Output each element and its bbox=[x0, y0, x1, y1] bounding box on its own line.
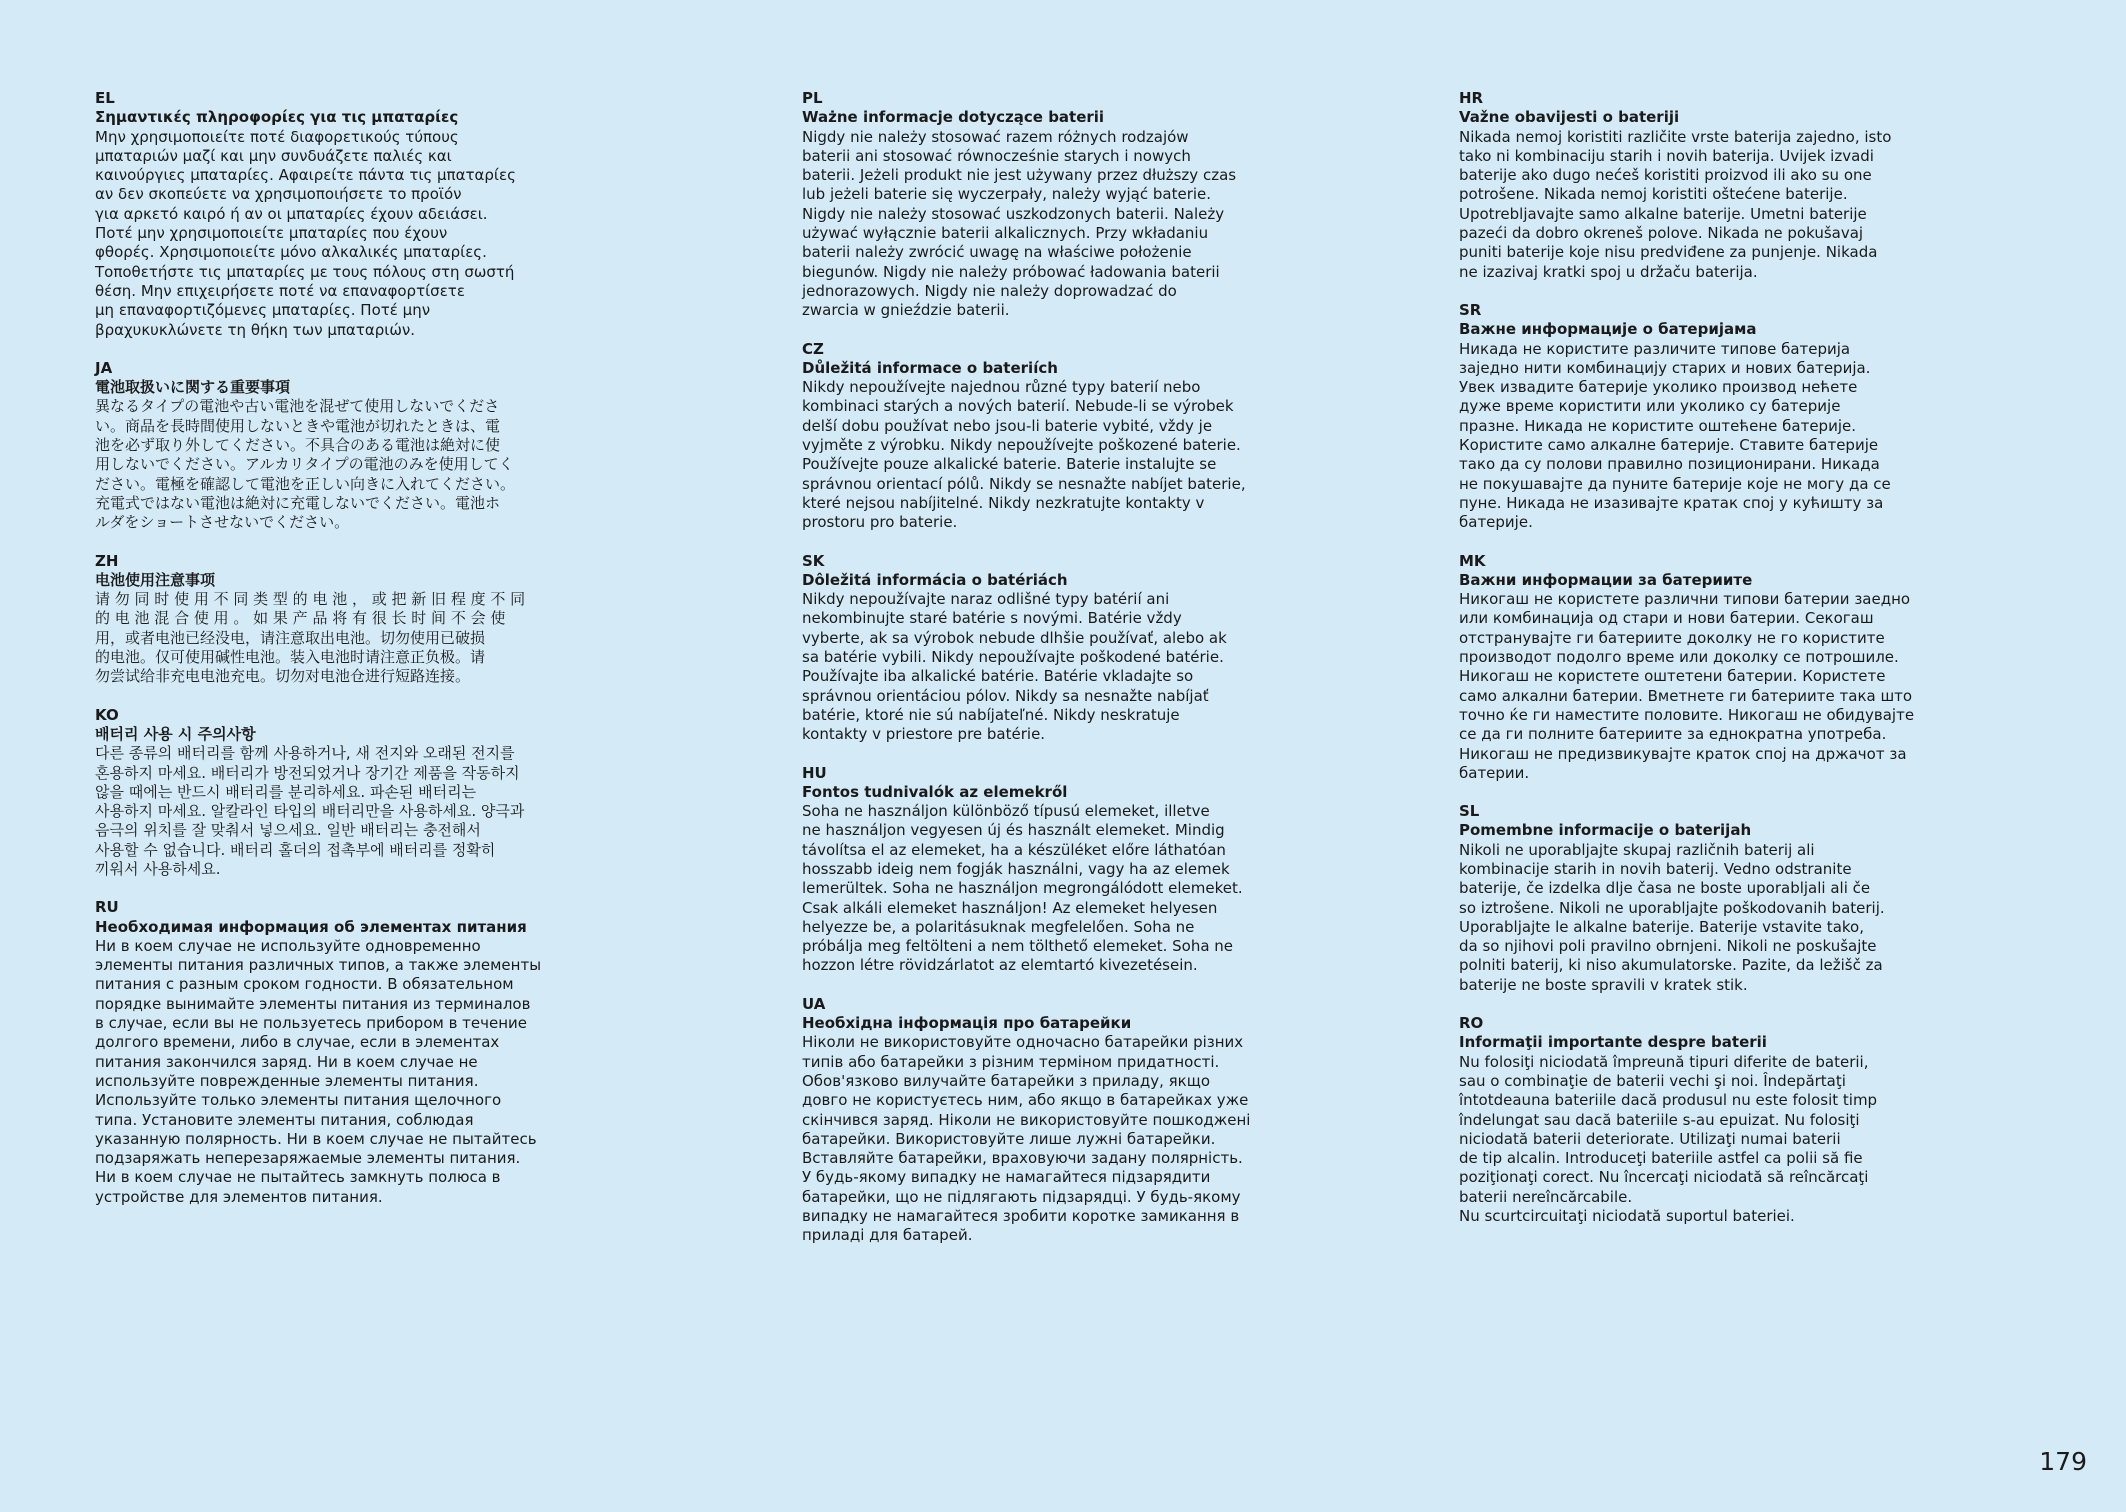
body-line: καινούργιες μπαταρίες. Αφαιρείτε πάντα τις μπαταρίες bbox=[95, 166, 516, 185]
body-line: долгого времени, либо в случае, если в элементах bbox=[95, 1033, 500, 1052]
section-heading: Važne obavijesti o bateriji bbox=[1459, 108, 1680, 127]
body-line: prostoru pro baterie. bbox=[802, 513, 958, 532]
body-line: tako ni kombinaciju starih i novih baterija. Uvijek izvadi bbox=[1459, 146, 1874, 165]
section-body bbox=[1459, 1053, 1939, 1227]
language-code: HU bbox=[802, 763, 827, 782]
body-line: da so njihovi poli pravilno obrnjeni. Nikoli ne poskušajte bbox=[1459, 937, 1877, 956]
body-line: βραχυκυκλώνετε τη θήκη των μπαταριών. bbox=[95, 320, 416, 339]
section-heading: 배터리 사용 시 주의사항 bbox=[95, 724, 256, 743]
body-line: baterii ani stosować równocześnie starych i nowych bbox=[802, 146, 1191, 165]
section-sl bbox=[1459, 802, 1939, 995]
language-code: HR bbox=[1459, 89, 1484, 107]
body-line: polniti baterij, ki niso akumulatorske. Pazite, da ležišč za bbox=[1459, 956, 1883, 975]
body-line: kontakty v priestore pre batérie. bbox=[802, 725, 1046, 744]
language-code: RO bbox=[1459, 1014, 1484, 1033]
body-line: Увек извадите батерије уколико производ нећете bbox=[1459, 378, 1858, 397]
body-line: батерии. bbox=[1459, 763, 1530, 782]
section-body bbox=[95, 744, 575, 879]
body-line: заједно нити комбинацију старих и нових батерија. bbox=[1459, 358, 1871, 377]
language-code: SK bbox=[802, 551, 825, 570]
body-line: 用，或者电池已经没电，请注意取出电池。切勿使用已破损 bbox=[95, 628, 486, 647]
body-line: lub jeżeli baterie się wyczerpały, należy wyjąć baterie. bbox=[802, 185, 1212, 204]
body-line: helyezze be, a polaritásuknak megfelelően. Soha ne bbox=[802, 917, 1195, 936]
section-body bbox=[802, 378, 1282, 532]
body-line: Nigdy nie należy stosować uszkodzonych baterii. Należy bbox=[802, 204, 1225, 223]
section-heading: Ważne informacje dotyczące baterii bbox=[802, 108, 1105, 127]
body-line: Nikdy nepoužívejte najednou různé typy baterií nebo bbox=[802, 378, 1201, 397]
section-heading: Informaţii importante despre baterii bbox=[1459, 1033, 1767, 1052]
body-line: niciodată baterii deteriorate. Utilizaţi numai baterii bbox=[1459, 1129, 1841, 1148]
body-line: 다른 종류의 배터리를 함께 사용하거나, 새 전지와 오래된 전지를 bbox=[95, 744, 515, 763]
body-line: тако да су полови правилно позиционирани. Никада bbox=[1459, 455, 1880, 474]
body-line: Nigdy nie należy stosować razem różnych rodzajów bbox=[802, 127, 1189, 146]
body-line: Никада не користите различите типове батерија bbox=[1459, 339, 1851, 358]
section-zh bbox=[95, 552, 575, 687]
section-body bbox=[1459, 128, 1939, 282]
body-line: Soha ne használjon különböző típusú elemeket, illetve bbox=[802, 802, 1210, 821]
body-line: Ποτέ μην χρησιμοποιείτε μπαταρίες που έχουν bbox=[95, 224, 448, 243]
body-line: Используйте только элементы питания щелочного bbox=[95, 1091, 502, 1110]
body-line: питания закончился заряд. Ни в коем случае не bbox=[95, 1052, 478, 1071]
language-code: PL bbox=[802, 89, 823, 107]
section-hu bbox=[802, 764, 1282, 976]
body-line: poziţionaţi corect. Nu încercaţi niciodată să reîncărcaţi bbox=[1459, 1168, 1869, 1187]
body-line: jednorazowych. Nigdy nie należy doprowadzać do bbox=[802, 281, 1177, 300]
body-line: Csak alkáli elemeket használjon! Az elemeket helyesen bbox=[802, 898, 1218, 917]
body-line: de tip alcalin. Introduceţi bateriile astfel ca polii să fie bbox=[1459, 1149, 1863, 1168]
section-heading: Σημαντικές πληροφορίες για τις μπαταρίες bbox=[95, 108, 459, 127]
body-line: Nikdy nepoužívajte naraz odlišné typy batérií ani bbox=[802, 590, 1170, 609]
section-body bbox=[95, 590, 575, 686]
language-code: ZH bbox=[95, 551, 119, 570]
section-body bbox=[95, 128, 575, 340]
body-line: Používajte iba alkalické batérie. Batérie vkladajte so bbox=[802, 667, 1194, 686]
body-line: 않을 때에는 반드시 배터리를 분리하세요. 파손된 배터리는 bbox=[95, 782, 477, 801]
section-heading: Důležitá informace o bateriích bbox=[802, 358, 1058, 377]
body-line: vyjměte z výrobku. Nikdy nepoužívejte poškozené baterie. bbox=[802, 436, 1241, 455]
section-ja bbox=[95, 359, 575, 533]
body-line: батарейки, що не підлягають підзарядці. У будь-якому bbox=[802, 1187, 1241, 1206]
section-heading: Fontos tudnivalók az elemekről bbox=[802, 782, 1068, 801]
body-line: батарейки. Використовуйте лише лужні батарейки. bbox=[802, 1129, 1216, 1148]
body-line: baterii należy zwrócić uwagę na właściwe położenie bbox=[802, 243, 1192, 262]
body-line: или комбинација од стари и нови батерии. Секогаш bbox=[1459, 609, 1874, 628]
body-line: в случае, если вы не пользуетесь прибором в течение bbox=[95, 1014, 528, 1033]
body-line: 请 勿 同 时 使 用 不 同 类 型 的 电 池 ， 或 把 新 旧 程 度 不 同 bbox=[95, 590, 526, 609]
body-line: Nikoli ne uporabljajte skupaj različnih baterij ali bbox=[1459, 840, 1815, 859]
section-sr bbox=[1459, 301, 1939, 533]
section-body bbox=[802, 128, 1282, 321]
body-line: довго не користуєтесь ним, або якщо в батарейках уже bbox=[802, 1091, 1249, 1110]
language-code: CZ bbox=[802, 339, 824, 358]
body-line: 異なるタイプの電池や古い電池を混ぜて使用しないでくださ bbox=[95, 397, 500, 416]
body-line: типа. Установите элементы питания, соблюдая bbox=[95, 1110, 474, 1129]
body-line: отстранувајте ги батериите доколку не го користите bbox=[1459, 628, 1885, 647]
section-body bbox=[95, 937, 575, 1207]
body-line: Никогаш не предизвикувајте краток спој на држачот за bbox=[1459, 744, 1907, 763]
language-code: SR bbox=[1459, 300, 1482, 319]
body-line: 的 电 池 混 合 使 用 。 如 果 产 品 将 有 很 长 时 间 不 会 使 bbox=[95, 609, 506, 628]
body-line: αν δεν σκοπεύετε να χρησιμοποιήσετε το προϊόν bbox=[95, 185, 462, 204]
section-heading: Pomembne informacije o baterijah bbox=[1459, 821, 1752, 840]
body-line: próbálja meg feltölteni a nem tölthető elemeket. Soha ne bbox=[802, 937, 1234, 956]
body-line: питания с разным сроком годности. В обязательном bbox=[95, 975, 514, 994]
section-body bbox=[1459, 340, 1939, 533]
body-line: батерије. bbox=[1459, 513, 1533, 532]
body-line: pazeći da dobro okreneš polove. Nikada ne pokušavaj bbox=[1459, 224, 1864, 243]
body-line: се да ги полните батериите за еднократна употреба. bbox=[1459, 725, 1887, 744]
section-body bbox=[1459, 590, 1939, 783]
section-heading: Необхідна інформація про батарейки bbox=[802, 1014, 1132, 1033]
page-number: 179 bbox=[2039, 1447, 2087, 1476]
language-code: SL bbox=[1459, 802, 1480, 821]
body-line: μη επαναφορτιζόμενες μπαταρίες. Ποτέ μην bbox=[95, 301, 431, 320]
section-ro bbox=[1459, 1014, 1939, 1226]
section-heading: Dôležitá informácia o batériách bbox=[802, 570, 1068, 589]
body-line: używać wyłącznie baterii alkalicznych. Przy wkładaniu bbox=[802, 224, 1209, 243]
body-line: Вставляйте батарейки, враховуючи задану полярність. bbox=[802, 1149, 1243, 1168]
section-body bbox=[95, 397, 575, 532]
language-code: MK bbox=[1459, 551, 1486, 570]
body-line: пуне. Никада не изазивајте кратак спој у кућишту за bbox=[1459, 493, 1884, 512]
body-line: 음극의 위치를 잘 맞춰서 넣으세요. 일반 배터리는 충전해서 bbox=[95, 821, 481, 840]
section-mk bbox=[1459, 552, 1939, 784]
right-column bbox=[1459, 89, 1939, 1245]
body-line: baterii. Jeżeli produkt nie jest używany przez dłuższy czas bbox=[802, 166, 1237, 185]
body-line: správnou orientací pólů. Nikdy se nesnažte nabíjet baterie, bbox=[802, 474, 1246, 493]
body-line: 的电池。仅可使用碱性电池。装入电池时请注意正负极。请 bbox=[95, 648, 486, 667]
section-body bbox=[1459, 841, 1939, 995]
language-code: RU bbox=[95, 898, 119, 917]
body-line: дуже време користити или уколико су батерије bbox=[1459, 397, 1841, 416]
body-line: не покушавајте да пуните батерије које не могу да се bbox=[1459, 474, 1891, 493]
body-line: 혼용하지 마세요. 배터리가 방전되었거나 장기간 제품을 작동하지 bbox=[95, 763, 520, 782]
section-heading: Важни информации за батериите bbox=[1459, 570, 1753, 589]
body-line: Τοποθετήστε τις μπαταρίες με τους πόλους στη σωστή bbox=[95, 262, 515, 281]
body-line: 사용할 수 없습니다. 배터리 홀더의 접촉부에 배터리를 정확히 bbox=[95, 840, 496, 859]
body-line: kombinacije starih in novih baterij. Vedno odstranite bbox=[1459, 859, 1852, 878]
section-ru bbox=[95, 898, 575, 1207]
section-sk bbox=[802, 552, 1282, 745]
section-ua bbox=[802, 995, 1282, 1246]
body-line: порядке вынимайте элементы питания из терминалов bbox=[95, 994, 531, 1013]
body-line: 充電式ではない電池は絶対に充電しないでください。電池ホ bbox=[95, 493, 501, 512]
body-line: sa batérie vybili. Nikdy nepoužívajte poškodené batérie. bbox=[802, 648, 1224, 667]
language-code: UA bbox=[802, 994, 826, 1013]
body-line: baterije, če izdelka dlje časa ne boste uporabljali ali če bbox=[1459, 879, 1871, 898]
body-line: ne használjon vegyesen új és használt elemeket. Mindig bbox=[802, 821, 1225, 840]
body-line: hosszabb ideig nem fogják használni, vagy ha az elemek bbox=[802, 859, 1230, 878]
body-line: 끼워서 사용하세요. bbox=[95, 859, 221, 878]
body-line: Nikada nemoj koristiti različite vrste baterija zajedno, isto bbox=[1459, 127, 1892, 146]
body-line: ださい。電極を確認して電池を正しい向きに入れてください。 bbox=[95, 474, 516, 493]
body-line: Ни в коем случае не пытайтесь замкнуть полюса в bbox=[95, 1168, 501, 1187]
body-line: puniti baterije koje nisu predviđene za punjenje. Nikada bbox=[1459, 243, 1878, 262]
body-line: îndelungat sau dacă bateriile s-au epuizat. Nu folosiţi bbox=[1459, 1110, 1860, 1129]
body-line: элементы питания различных типов, а также элементы bbox=[95, 956, 542, 975]
body-line: so iztrošene. Nikoli ne uporabljajte poškodovanih baterij. bbox=[1459, 898, 1885, 917]
body-line: kombinaci starých a nových baterií. Nebude-li se výrobek bbox=[802, 397, 1234, 416]
body-line: Používejte pouze alkalické baterie. Baterie instalujte se bbox=[802, 455, 1217, 474]
body-line: випадку не намагайтеся зробити коротке замикання в bbox=[802, 1207, 1240, 1226]
section-body bbox=[802, 802, 1282, 976]
body-line: potrošene. Nikada nemoj koristiti oštećene baterije. bbox=[1459, 185, 1848, 204]
section-el bbox=[95, 89, 575, 340]
section-heading: 电池使用注意事项 bbox=[95, 570, 216, 589]
body-line: Uporabljajte le alkalne baterije. Baterije vstavite tako, bbox=[1459, 917, 1864, 936]
body-line: které nejsou nabíjitelné. Nikdy nezkratujte kontakty v bbox=[802, 493, 1205, 512]
body-line: întotdeauna bateriile dacă produsul nu este folosit timp bbox=[1459, 1091, 1878, 1110]
body-line: ne izazivaj kratki spoj u držaču baterija. bbox=[1459, 262, 1758, 281]
body-line: используйте поврежденные элементы питания. bbox=[95, 1071, 479, 1090]
body-line: Nu scurtcircuitaţi niciodată suportul bateriei. bbox=[1459, 1207, 1795, 1226]
body-line: hozzon létre rövidzárlatot az elemtartó kivezetésein. bbox=[802, 956, 1198, 975]
section-heading: 電池取扱いに関する重要事項 bbox=[95, 378, 291, 397]
body-line: указанную полярность. Ни в коем случае не пытайтесь bbox=[95, 1129, 537, 1148]
body-line: Обов'язково вилучайте батарейки з приладу, якщо bbox=[802, 1071, 1211, 1090]
body-line: У будь-якому випадку не намагайтеся підзарядити bbox=[802, 1168, 1211, 1187]
body-line: zwarcia w gnieździe baterii. bbox=[802, 301, 1010, 320]
body-line: φθορές. Χρησιμοποιείτε μόνο αλκαλικές μπαταρίες. bbox=[95, 243, 487, 262]
body-line: biegunów. Nigdy nie należy próbować ładowania baterii bbox=[802, 262, 1220, 281]
left-column bbox=[95, 89, 575, 1226]
body-line: sau o combinaţie de baterii vechi şi noi. Îndepărtaţi bbox=[1459, 1071, 1846, 1090]
body-line: Никогаш не користете различни типови батерии заедно bbox=[1459, 590, 1911, 609]
body-line: batérie, ktoré nie sú nabíjateľné. Nikdy neskratuje bbox=[802, 705, 1180, 724]
body-line: baterii nereîncărcabile. bbox=[1459, 1187, 1633, 1206]
body-line: Користите само алкалне батерије. Ставите батерије bbox=[1459, 436, 1879, 455]
body-line: delší dobu používat nebo jsou-li baterie vybité, vždy je bbox=[802, 416, 1213, 435]
body-line: 用しないでください。アルカリタイプの電池のみを使用してく bbox=[95, 455, 514, 474]
section-cz bbox=[802, 340, 1282, 533]
body-line: приладі для батарей. bbox=[802, 1226, 973, 1245]
body-line: Nu folosiţi niciodată împreună tipuri diferite de baterii, bbox=[1459, 1052, 1869, 1071]
body-line: Ніколи не використовуйте одночасно батарейки різних bbox=[802, 1033, 1244, 1052]
body-line: скінчився заряд. Ніколи не використовуйте пошкоджені bbox=[802, 1110, 1251, 1129]
body-line: Ни в коем случае не используйте одновременно bbox=[95, 936, 481, 955]
body-line: устройстве для элементов питания. bbox=[95, 1187, 383, 1206]
body-line: μπαταριών μαζί και μην συνδυάζετε παλιές και bbox=[95, 146, 452, 165]
body-line: ルダをショートさせないでください。 bbox=[95, 513, 350, 532]
body-line: い。商品を長時間使用しないときや電池が切れたときは、電 bbox=[95, 416, 501, 435]
body-line: baterije ako dugo nećeš koristiti proizvod ili ako su one bbox=[1459, 166, 1872, 185]
body-line: 勿尝试给非充电电池充电。切勿对电池仓进行短路连接。 bbox=[95, 667, 471, 686]
section-ko bbox=[95, 706, 575, 880]
language-code: EL bbox=[95, 89, 115, 107]
body-line: lemerültek. Soha ne használjon megrongálódott elemeket. bbox=[802, 879, 1243, 898]
body-line: Upotrebljavajte samo alkalne baterije. Umetni baterije bbox=[1459, 204, 1867, 223]
section-pl bbox=[802, 89, 1282, 321]
middle-column bbox=[802, 89, 1282, 1265]
body-line: 池を必ず取り外してください。不具合のある電池は絶対に使 bbox=[95, 436, 501, 455]
body-line: správnou orientáciou pólov. Nikdy sa nesnažte nabíjať bbox=[802, 686, 1209, 705]
body-line: подзаряжать неперезаряжаемые элементы питания. bbox=[95, 1149, 521, 1168]
body-line: Никогаш не користете оштетени батерии. Користете bbox=[1459, 667, 1886, 686]
body-line: Μην χρησιμοποιείτε ποτέ διαφορετικούς τύπους bbox=[95, 127, 459, 146]
body-line: vyberte, ak sa výrobok nebude dlhšie používať, alebo ak bbox=[802, 628, 1227, 647]
body-line: távolítsa el az elemeket, ha a készüléket előre láthatóan bbox=[802, 840, 1226, 859]
body-line: nekombinujte staré batérie s novými. Batérie vždy bbox=[802, 609, 1182, 628]
body-line: θέση. Μην επιχειρήσετε ποτέ να επαναφορτίσετε bbox=[95, 281, 465, 300]
body-line: празне. Никада не користите оштећене батерије. bbox=[1459, 416, 1856, 435]
section-heading: Важне информације о батеријама bbox=[1459, 320, 1757, 339]
body-line: само алкални батерии. Вметнете ги батериите така што bbox=[1459, 686, 1913, 705]
section-heading: Необходимая информация об элементах питания bbox=[95, 917, 527, 936]
body-line: baterije ne boste spravili v kratek stik. bbox=[1459, 975, 1748, 994]
body-line: 사용하지 마세요. 알칼라인 타입의 배터리만을 사용하세요. 양극과 bbox=[95, 802, 525, 821]
section-body bbox=[802, 590, 1282, 744]
body-line: για αρκετό καιρό ή αν οι μπαταρίες έχουν αδειάσει. bbox=[95, 204, 488, 223]
body-line: типів або батарейки з різним терміном придатності. bbox=[802, 1052, 1220, 1071]
section-hr bbox=[1459, 89, 1939, 282]
body-line: производот подолго време или доколку се потрошиле. bbox=[1459, 648, 1899, 667]
language-code: JA bbox=[95, 358, 113, 377]
language-code: KO bbox=[95, 705, 119, 724]
body-line: точно ќе ги наместите половите. Никогаш не обидувајте bbox=[1459, 705, 1915, 724]
section-body bbox=[802, 1033, 1282, 1245]
